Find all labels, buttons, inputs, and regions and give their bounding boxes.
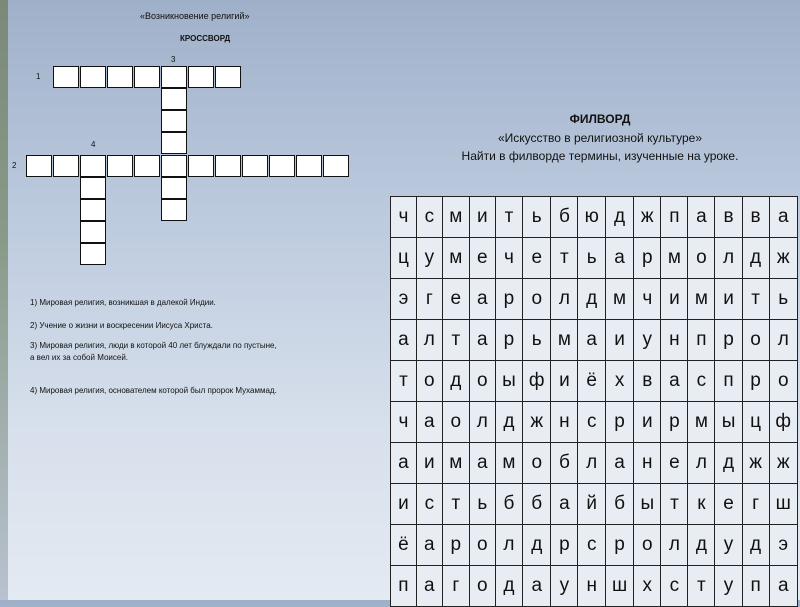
filword-cell[interactable]: ь xyxy=(523,197,551,238)
crossword-cell[interactable] xyxy=(80,199,106,221)
filword-cell[interactable]: р xyxy=(661,402,688,443)
filword-cell[interactable]: ц xyxy=(391,238,417,279)
filword-cell[interactable]: а xyxy=(469,279,495,320)
filword-cell[interactable]: г xyxy=(442,566,469,607)
filword-cell[interactable]: и xyxy=(715,279,742,320)
filword-cell[interactable]: б xyxy=(523,484,551,525)
filword-cell[interactable]: т xyxy=(661,484,688,525)
filword-cell[interactable]: г xyxy=(742,484,769,525)
filword-cell[interactable]: а xyxy=(391,443,417,484)
filword-cell[interactable]: в xyxy=(634,361,661,402)
filword-row xyxy=(391,197,798,238)
filword-cell[interactable]: д xyxy=(495,566,522,607)
filword-cell[interactable]: в xyxy=(742,197,769,238)
filword-row xyxy=(391,320,798,361)
filword-cell[interactable]: р xyxy=(606,525,634,566)
crossword-cell[interactable] xyxy=(80,155,106,177)
filword-cell[interactable]: л xyxy=(495,525,522,566)
filword-cell[interactable]: п xyxy=(391,566,417,607)
filword-cell[interactable]: н xyxy=(661,320,688,361)
filword-cell[interactable]: с xyxy=(578,402,606,443)
crossword-cell[interactable] xyxy=(161,66,187,88)
filword-cell[interactable]: м xyxy=(606,279,634,320)
filword-cell[interactable]: а xyxy=(469,320,495,361)
filword-cell[interactable]: с xyxy=(661,566,688,607)
filword-cell[interactable]: с xyxy=(416,197,442,238)
filword-cell[interactable]: ф xyxy=(769,402,798,443)
filword-cell[interactable]: а xyxy=(661,361,688,402)
clue-number-4: 4 xyxy=(91,140,96,149)
filword-cell[interactable]: а xyxy=(606,443,634,484)
crossword-cell[interactable] xyxy=(188,155,214,177)
filword-cell[interactable]: л xyxy=(469,402,495,443)
filword-cell[interactable]: ы xyxy=(634,484,661,525)
filword-cell[interactable]: у xyxy=(634,320,661,361)
filword-cell[interactable]: е xyxy=(469,238,495,279)
filword-cell[interactable]: д xyxy=(742,525,769,566)
filword-cell[interactable]: р xyxy=(742,361,769,402)
filword-cell[interactable]: т xyxy=(442,320,469,361)
filword-cell[interactable]: о xyxy=(634,525,661,566)
filword-cell[interactable]: м xyxy=(495,443,522,484)
clue-number-3: 3 xyxy=(171,55,176,64)
filword-grid xyxy=(390,196,798,607)
filword-cell[interactable]: д xyxy=(688,525,715,566)
filword-cell[interactable]: т xyxy=(551,238,578,279)
crossword-cell[interactable] xyxy=(53,66,79,88)
filword-cell[interactable]: р xyxy=(495,279,522,320)
filword-cell[interactable]: п xyxy=(715,361,742,402)
filword-cell[interactable]: ч xyxy=(391,402,417,443)
filword-cell[interactable]: а xyxy=(769,197,798,238)
filword-cell[interactable]: м xyxy=(661,238,688,279)
crossword-cell[interactable] xyxy=(26,155,52,177)
filword-cell[interactable]: с xyxy=(416,484,442,525)
filword-cell[interactable]: к xyxy=(688,484,715,525)
filword-cell[interactable]: о xyxy=(688,238,715,279)
filword-cell[interactable]: б xyxy=(495,484,522,525)
clue-number-2: 2 xyxy=(12,161,17,170)
filword-cell[interactable]: ч xyxy=(391,197,417,238)
filword-cell[interactable]: э xyxy=(769,525,798,566)
crossword-cell[interactable] xyxy=(134,155,160,177)
filword-cell[interactable]: и xyxy=(661,279,688,320)
filword-cell[interactable]: о xyxy=(442,402,469,443)
filword-cell[interactable]: э xyxy=(391,279,417,320)
crossword-label: КРОССВОРД xyxy=(180,34,231,43)
filword-cell[interactable]: у xyxy=(551,566,578,607)
filword-instruction: Найти в филворде термины, изученные на уроке. xyxy=(461,149,739,163)
crossword-cell[interactable] xyxy=(269,155,295,177)
crossword-cell[interactable] xyxy=(80,243,106,265)
clue-4: 4) Мировая религия, основателем которой был пророк Мухаммад. xyxy=(30,386,277,395)
crossword-cell[interactable] xyxy=(134,66,160,88)
filword-cell[interactable]: ш xyxy=(769,484,798,525)
filword-cell[interactable]: ё xyxy=(391,525,417,566)
filword-cell[interactable]: и xyxy=(551,361,578,402)
filword-heading: ФИЛВОРД xyxy=(569,112,631,126)
crossword-cell[interactable] xyxy=(161,110,187,132)
filword-cell[interactable]: о xyxy=(469,361,495,402)
filword-cell[interactable]: н xyxy=(551,402,578,443)
filword-cell[interactable]: а xyxy=(416,566,442,607)
crossword-cell[interactable] xyxy=(215,66,241,88)
filword-cell[interactable]: б xyxy=(551,443,578,484)
filword-cell[interactable]: л xyxy=(715,238,742,279)
filword-cell[interactable]: д xyxy=(442,361,469,402)
crossword-cell[interactable] xyxy=(161,155,187,177)
filword-cell[interactable]: е xyxy=(442,279,469,320)
filword-cell[interactable]: а xyxy=(523,566,551,607)
filword-cell[interactable]: л xyxy=(769,320,798,361)
filword-cell[interactable]: р xyxy=(634,238,661,279)
filword-cell[interactable]: б xyxy=(606,484,634,525)
filword-cell[interactable]: ж xyxy=(769,238,798,279)
crossword-cell[interactable] xyxy=(161,199,187,221)
filword-cell[interactable]: л xyxy=(551,279,578,320)
filword-cell[interactable]: ц xyxy=(742,402,769,443)
filword-cell[interactable]: и xyxy=(634,402,661,443)
crossword-cell[interactable] xyxy=(80,221,106,243)
clue-3-line-2: а вел их за собой Моисей. xyxy=(30,353,129,362)
filword-cell[interactable]: р xyxy=(442,525,469,566)
filword-cell[interactable]: ь xyxy=(578,238,606,279)
filword-cell[interactable]: ж xyxy=(742,443,769,484)
filword-cell[interactable]: ч xyxy=(495,238,522,279)
filword-cell[interactable]: ь xyxy=(523,320,551,361)
crossword-cell[interactable] xyxy=(107,155,133,177)
crossword-cell[interactable] xyxy=(296,155,322,177)
filword-cell[interactable]: а xyxy=(578,320,606,361)
filword-cell[interactable]: е xyxy=(715,484,742,525)
crossword-cell[interactable] xyxy=(161,132,187,154)
filword-cell[interactable]: т xyxy=(688,566,715,607)
filword-cell[interactable]: ё xyxy=(578,361,606,402)
filword-cell[interactable]: ч xyxy=(634,279,661,320)
filword-cell[interactable]: н xyxy=(578,566,606,607)
crossword-cell[interactable] xyxy=(53,155,79,177)
clue-number-1: 1 xyxy=(36,72,41,81)
filword-row xyxy=(391,279,798,320)
filword-cell[interactable]: п xyxy=(688,320,715,361)
crossword-cell[interactable] xyxy=(161,177,187,199)
filword-cell[interactable]: о xyxy=(742,320,769,361)
filword-row xyxy=(391,484,798,525)
left-decor-strip xyxy=(0,0,8,600)
filword-cell[interactable]: д xyxy=(495,402,522,443)
filword-cell[interactable]: д xyxy=(578,279,606,320)
crossword-cell[interactable] xyxy=(80,177,106,199)
filword-cell[interactable]: п xyxy=(661,197,688,238)
crossword-cell[interactable] xyxy=(107,66,133,88)
filword-cell[interactable]: ж xyxy=(523,402,551,443)
filword-row xyxy=(391,443,798,484)
crossword-cell[interactable] xyxy=(323,155,349,177)
filword-cell[interactable]: л xyxy=(416,320,442,361)
filword-cell[interactable]: т xyxy=(495,197,522,238)
filword-cell[interactable]: р xyxy=(551,525,578,566)
filword-cell[interactable]: р xyxy=(715,320,742,361)
crossword-cell[interactable] xyxy=(80,66,106,88)
filword-cell[interactable]: р xyxy=(495,320,522,361)
filword-cell[interactable]: м xyxy=(442,238,469,279)
filword-cell[interactable]: п xyxy=(742,566,769,607)
filword-row xyxy=(391,402,798,443)
filword-cell[interactable]: л xyxy=(578,443,606,484)
filword-cell[interactable]: у xyxy=(715,566,742,607)
filword-row xyxy=(391,525,798,566)
filword-cell[interactable]: ь xyxy=(769,279,798,320)
filword-row xyxy=(391,238,798,279)
filword-cell[interactable]: м xyxy=(442,443,469,484)
filword-cell[interactable]: ь xyxy=(469,484,495,525)
filword-cell[interactable]: м xyxy=(688,279,715,320)
filword-cell[interactable]: а xyxy=(688,197,715,238)
filword-cell[interactable]: х xyxy=(634,566,661,607)
crossword-cell[interactable] xyxy=(215,155,241,177)
filword-cell[interactable]: м xyxy=(551,320,578,361)
filword-cell[interactable]: о xyxy=(469,525,495,566)
filword-cell[interactable]: т xyxy=(442,484,469,525)
filword-cell[interactable]: ж xyxy=(769,443,798,484)
crossword-cell[interactable] xyxy=(161,88,187,110)
filword-cell[interactable]: й xyxy=(578,484,606,525)
filword-cell[interactable]: л xyxy=(688,443,715,484)
filword-cell[interactable]: р xyxy=(606,402,634,443)
filword-cell[interactable]: д xyxy=(715,443,742,484)
filword-cell[interactable]: ф xyxy=(523,361,551,402)
filword-cell[interactable]: д xyxy=(606,197,634,238)
filword-row xyxy=(391,361,798,402)
crossword-cell[interactable] xyxy=(242,155,268,177)
filword-cell[interactable]: г xyxy=(416,279,442,320)
filword-cell[interactable]: в xyxy=(715,197,742,238)
filword-cell[interactable]: ж xyxy=(634,197,661,238)
filword-cell[interactable]: ы xyxy=(715,402,742,443)
clue-3-line-1: 3) Мировая религия, люди в которой 40 лет блуждали по пустыне, xyxy=(30,341,277,350)
filword-cell[interactable]: л xyxy=(661,525,688,566)
clue-1: 1) Мировая религия, возникшая в далекой Индии. xyxy=(30,298,216,307)
filword-cell[interactable]: а xyxy=(416,402,442,443)
filword-cell[interactable]: с xyxy=(578,525,606,566)
filword-cell[interactable]: е xyxy=(661,443,688,484)
filword-cell[interactable]: м xyxy=(442,197,469,238)
filword-cell[interactable]: т xyxy=(742,279,769,320)
filword-cell[interactable]: ш xyxy=(606,566,634,607)
filword-cell[interactable]: а xyxy=(551,484,578,525)
filword-cell[interactable]: о xyxy=(469,566,495,607)
filword-cell[interactable]: д xyxy=(523,525,551,566)
filword-cell[interactable]: ю xyxy=(578,197,606,238)
filword-cell[interactable]: х xyxy=(606,361,634,402)
filword-cell[interactable]: а xyxy=(416,525,442,566)
filword-cell[interactable]: и xyxy=(606,320,634,361)
filword-cell[interactable]: ы xyxy=(495,361,522,402)
filword-cell[interactable]: а xyxy=(469,443,495,484)
filword-cell[interactable]: у xyxy=(416,238,442,279)
crossword-cell[interactable] xyxy=(188,66,214,88)
filword-cell[interactable]: а xyxy=(391,320,417,361)
filword-cell[interactable]: о xyxy=(416,361,442,402)
filword-cell[interactable]: е xyxy=(523,238,551,279)
filword-cell[interactable]: о xyxy=(523,443,551,484)
filword-cell[interactable]: н xyxy=(634,443,661,484)
filword-cell[interactable]: д xyxy=(742,238,769,279)
filword-cell[interactable]: м xyxy=(688,402,715,443)
page-title: «Возникновение религий» xyxy=(140,11,250,21)
filword-cell[interactable]: т xyxy=(391,361,417,402)
filword-cell[interactable]: а xyxy=(769,566,798,607)
filword-cell[interactable]: б xyxy=(551,197,578,238)
filword-cell[interactable]: о xyxy=(523,279,551,320)
filword-cell[interactable]: о xyxy=(769,361,798,402)
filword-cell[interactable]: у xyxy=(715,525,742,566)
filword-cell[interactable]: и xyxy=(416,443,442,484)
clue-2: 2) Учение о жизни и воскресении Иисуса Христа. xyxy=(30,321,213,330)
filword-cell[interactable]: и xyxy=(391,484,417,525)
filword-cell[interactable]: с xyxy=(688,361,715,402)
filword-subtitle: «Искусство в религиозной культуре» xyxy=(497,131,703,145)
filword-cell[interactable]: и xyxy=(469,197,495,238)
filword-cell[interactable]: а xyxy=(606,238,634,279)
filword-row xyxy=(391,566,798,607)
